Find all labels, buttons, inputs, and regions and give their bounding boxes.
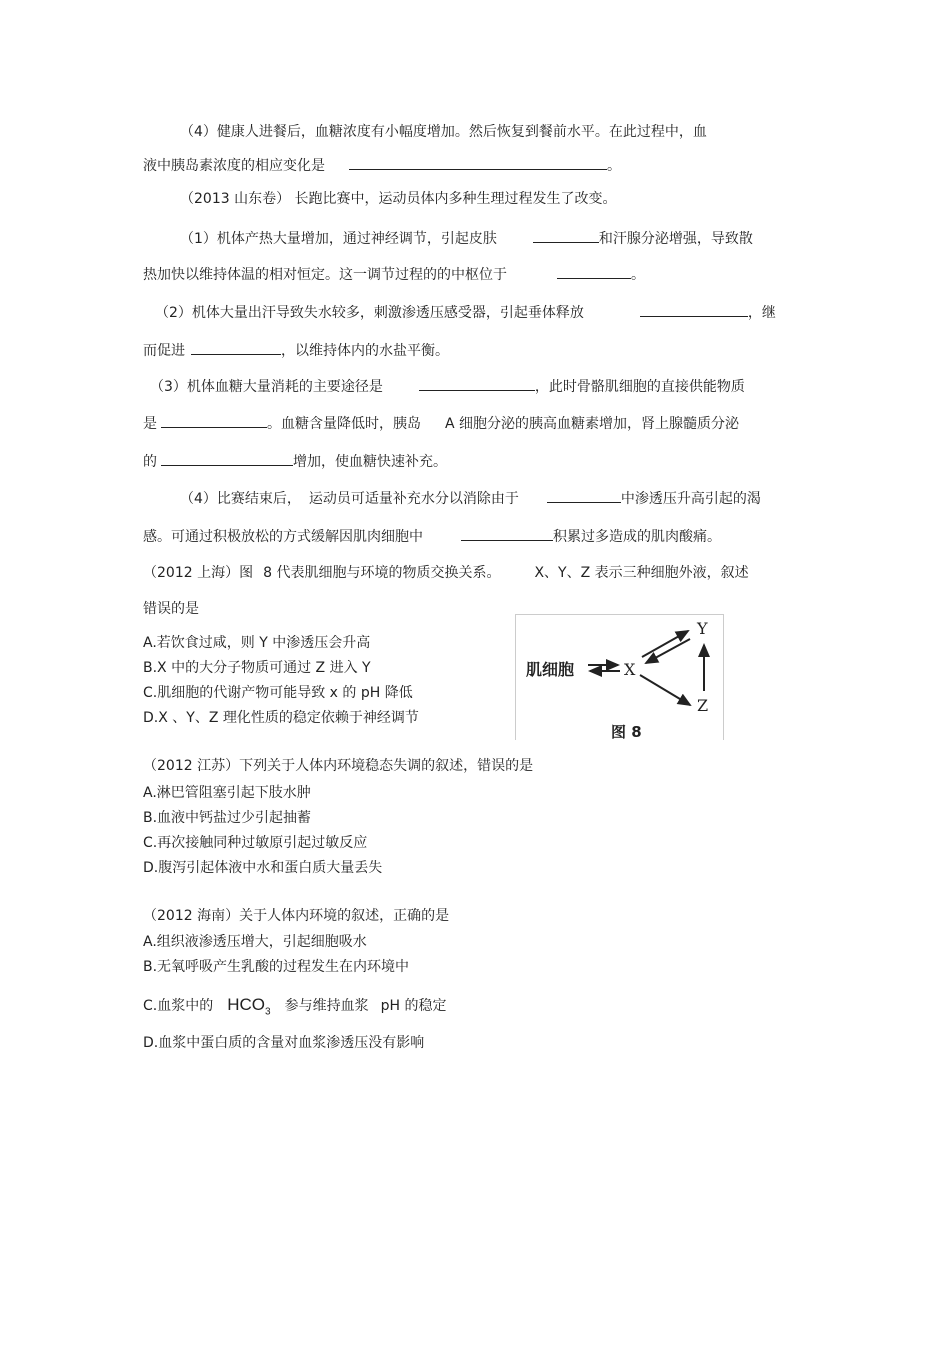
q2-part2-line1 [155, 302, 776, 322]
q2-part4-text-e: 积累过多造成的肌肉酸痛。 [553, 529, 721, 545]
q2-part3-text-c: 是 [143, 416, 157, 432]
q2-part4-line1 [180, 488, 761, 508]
z-label: Z [697, 696, 709, 715]
answer-blank[interactable] [161, 413, 267, 428]
q3-stem-c: X、Y、Z 表示三种细胞外液，叙述 [534, 565, 749, 581]
answer-blank[interactable] [461, 526, 553, 541]
q5-option-c [143, 994, 446, 1023]
cell-label: 肌细胞 [526, 660, 575, 679]
q3-stem-a: （2012 上海）图 [143, 565, 254, 581]
q2-part3-text-f: 的 [143, 454, 157, 470]
q4-option-d: D.腹泻引起体液中水和蛋白质大量丢失 [143, 860, 383, 876]
y-label: Y [697, 619, 708, 638]
answer-blank[interactable] [349, 155, 607, 170]
q2-part4-text: （4）比赛结束后， [180, 491, 301, 507]
figure-caption: 图 8 [611, 723, 642, 740]
q4-option-c: C.再次接触同种过敏原引起过敏反应 [143, 835, 368, 851]
q1-part4-text: 液中胰岛素浓度的相应变化是 [143, 158, 325, 174]
figure-8 [515, 614, 724, 740]
q4-option-a: A.淋巴管阻塞引起下肢水肿 [143, 785, 311, 801]
q2-part3-line1 [150, 376, 745, 396]
exchange-diagram [516, 615, 723, 740]
q2-part3-text-g: 增加，使血糖快速补充。 [293, 454, 447, 470]
answer-blank[interactable] [191, 340, 281, 355]
q3-stem-line2: 错误的是 [143, 601, 199, 617]
q1-part4-line1: （4）健康人进餐后，血糖浓度有小幅度增加。然后恢复到餐前水平。在此过程中，血 [180, 124, 707, 140]
q2-part2-text-c: 而促进 [143, 343, 185, 359]
q2-part2-text-b: ，继 [747, 305, 776, 321]
q5-option-c-text-b: 参与维持血浆 [284, 998, 369, 1014]
q2-part3-text-d: 。血糖含量降低时，胰岛 [267, 416, 421, 432]
q3-option-a: A.若饮食过咸，则 Y 中渗透压会升高 [143, 635, 371, 651]
q4-option-b: B.血液中钙盐过少引起抽蓄 [143, 810, 312, 826]
q2-part3-line2 [143, 413, 739, 433]
q3-stem-b: 8 代表肌细胞与环境的物质交换关系。 [263, 565, 501, 581]
q2-part3-text-e: A 细胞分泌的胰高血糖素增加，肾上腺髓质分泌 [445, 416, 740, 432]
answer-blank[interactable] [419, 376, 535, 391]
q2-part3-line3 [143, 451, 447, 471]
q2-part4-text-b: 运动员可适量补充水分以消除由于 [308, 491, 519, 507]
q2-part2-line2 [143, 340, 449, 360]
q2-part3-text-b: ，此时骨骼肌细胞的直接供能物质 [534, 379, 745, 395]
arrow-x-to-z [640, 675, 690, 705]
q2-part1-text-c: 热加快以维持体温的相对恒定。这一调节过程的的中枢位于 [143, 267, 507, 283]
punct: 。 [607, 158, 621, 174]
punct: 。 [631, 267, 645, 283]
formula-main: HCO [227, 995, 266, 1014]
q2-part4-text-c: 中渗透压升高引起的渴 [620, 491, 761, 507]
answer-blank[interactable] [640, 302, 748, 317]
q5-option-d: D.血浆中蛋白质的含量对血浆渗透压没有影响 [143, 1035, 425, 1051]
bicarbonate-formula [227, 995, 271, 1018]
q1-part4-line2 [143, 155, 621, 175]
q2-part2-text-d: ，以维持体内的水盐平衡。 [281, 343, 449, 359]
q2-part4-line2 [143, 526, 721, 546]
q3-stem-line1 [143, 564, 749, 582]
q5-option-c-text: C.血浆中的 [143, 998, 214, 1014]
q5-option-c-text-c: pH 的稳定 [380, 998, 447, 1014]
q5-stem: （2012 海南）关于人体内环境的叙述，正确的是 [143, 908, 450, 924]
answer-blank[interactable] [161, 451, 293, 466]
q2-intro: （2013 山东卷） 长跑比赛中，运动员体内多种生理过程发生了改变。 [180, 191, 617, 207]
q2-part1-line1 [180, 228, 753, 248]
q2-part3-text: （3）机体血糖大量消耗的主要途径是 [150, 379, 383, 395]
formula-subscript: 3 [265, 1006, 271, 1018]
q2-part4-text-d: 感。可通过积极放松的方式缓解因肌肉细胞中 [143, 529, 423, 545]
q2-part2-text: （2）机体大量出汗导致失水较多，刺激渗透压感受器，引起垂体释放 [155, 305, 584, 321]
q3-option-c: C.肌细胞的代谢产物可能导致 x 的 pH 降低 [143, 685, 413, 701]
q5-option-b: B.无氧呼吸产生乳酸的过程发生在内环境中 [143, 959, 410, 975]
answer-blank[interactable] [547, 488, 621, 503]
q5-option-a: A.组织液渗透压增大，引起细胞吸水 [143, 934, 367, 950]
q2-part1-text-b: 和汗腺分泌增强，导致散 [598, 231, 753, 247]
q2-part1-text: （1）机体产热大量增加，通过神经调节，引起皮肤 [180, 231, 497, 247]
answer-blank[interactable] [533, 228, 599, 243]
q3-option-b: B.X 中的大分子物质可通过 Z 进入 Y [143, 660, 371, 676]
x-label: X [624, 660, 636, 679]
q4-stem: （2012 江苏）下列关于人体内环境稳态失调的叙述，错误的是 [143, 758, 534, 774]
answer-blank[interactable] [557, 264, 631, 279]
q3-option-d: D.X 、Y、Z 理化性质的稳定依赖于神经调节 [143, 710, 419, 726]
q2-part1-line2 [143, 264, 645, 284]
